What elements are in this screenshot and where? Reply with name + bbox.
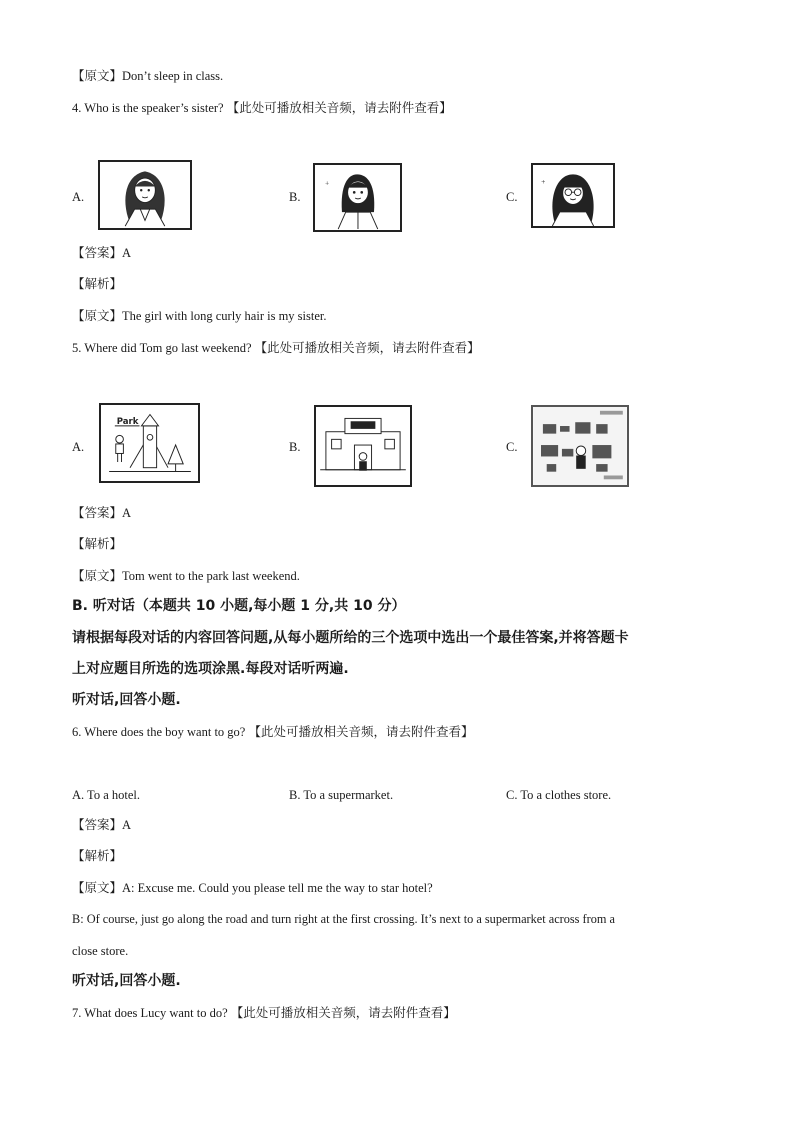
girl-straight-hair-icon [315, 165, 400, 230]
q5-original: 【原文】Tom went to the park last weekend. [72, 569, 300, 583]
question-5: 5. Where did Tom go last weekend? 【此处可播放相关音频，请去附件查看】 [72, 341, 480, 355]
question-4: 4. Who is the speaker’s sister? 【此处可播放相关音频，请去附件查看】 [72, 101, 452, 115]
original-text-q3: 【原文】Don’t sleep in class. [72, 69, 224, 83]
question-7: 7. What does Lucy want to do? 【此处可播放相关音频，请去附件查看】 [72, 1006, 456, 1020]
q5-option-a-image [99, 403, 200, 483]
q4-option-a-image [98, 160, 192, 230]
q4-option-b-label: B. [289, 190, 301, 204]
q5-answer: 【答案】A [72, 506, 132, 520]
q5-option-b-label: B. [289, 440, 301, 454]
svg-text:+: + [325, 178, 330, 188]
q6-option-c: C. To a clothes store. [506, 788, 612, 802]
q6-original-b-line1: B: Of course, just go along the road and turn right at the first crossing. It’s next to a supermarket across from a [72, 912, 615, 926]
q6-answer: 【答案】A [72, 818, 132, 832]
q5-option-a-label: A. [72, 440, 85, 454]
q4-option-a-label: A. [72, 190, 85, 204]
q4-option-c-label: C. [506, 190, 518, 204]
q4-option-c-image [531, 163, 615, 228]
listen-dialogue-heading-2: 听对话,回答小题. [72, 973, 181, 989]
listen-dialogue-heading-1: 听对话,回答小题. [72, 692, 181, 708]
question-6: 6. Where does the boy want to go? 【此处可播放相关音频，请去附件查看】 [72, 725, 474, 739]
q5-analysis: 【解析】 [72, 537, 123, 551]
q4-answer: 【答案】A [72, 246, 132, 260]
q6-original-b-line2: close store. [72, 944, 129, 958]
q4-analysis: 【解析】 [72, 277, 123, 291]
q6-analysis: 【解析】 [72, 849, 123, 863]
q6-option-a: A. To a hotel. [72, 788, 140, 802]
q5-option-c-image [531, 405, 629, 487]
q4-option-b-image [313, 163, 402, 232]
girl-with-glasses-icon [533, 165, 613, 226]
school-building-icon [316, 407, 410, 485]
q5-option-b-image [314, 405, 412, 487]
section-b-instruction-1: 请根据每段对话的内容回答问题,从每小题所给的三个选项中选出一个最佳答案,并将答题卡 [72, 630, 629, 646]
section-b-title: B. 听对话（本题共 10 小题,每小题 1 分,共 10 分） [72, 598, 406, 614]
q6-original-a: 【原文】A: Excuse me. Could you please tell me the way to star hotel? [72, 881, 433, 895]
svg-text:+: + [541, 176, 546, 186]
q6-option-b: B. To a supermarket. [289, 788, 394, 802]
girl-long-curly-hair-icon [100, 162, 190, 228]
section-b-instruction-2: 上对应题目所选的选项涂黑.每段对话听两遍. [72, 661, 349, 677]
noisy-scene-icon [533, 407, 627, 485]
q4-original: 【原文】The girl with long curly hair is my sister. [72, 309, 327, 323]
q5-option-c-label: C. [506, 440, 518, 454]
park-scene-icon [101, 405, 198, 481]
park-sign: Park [116, 417, 139, 427]
